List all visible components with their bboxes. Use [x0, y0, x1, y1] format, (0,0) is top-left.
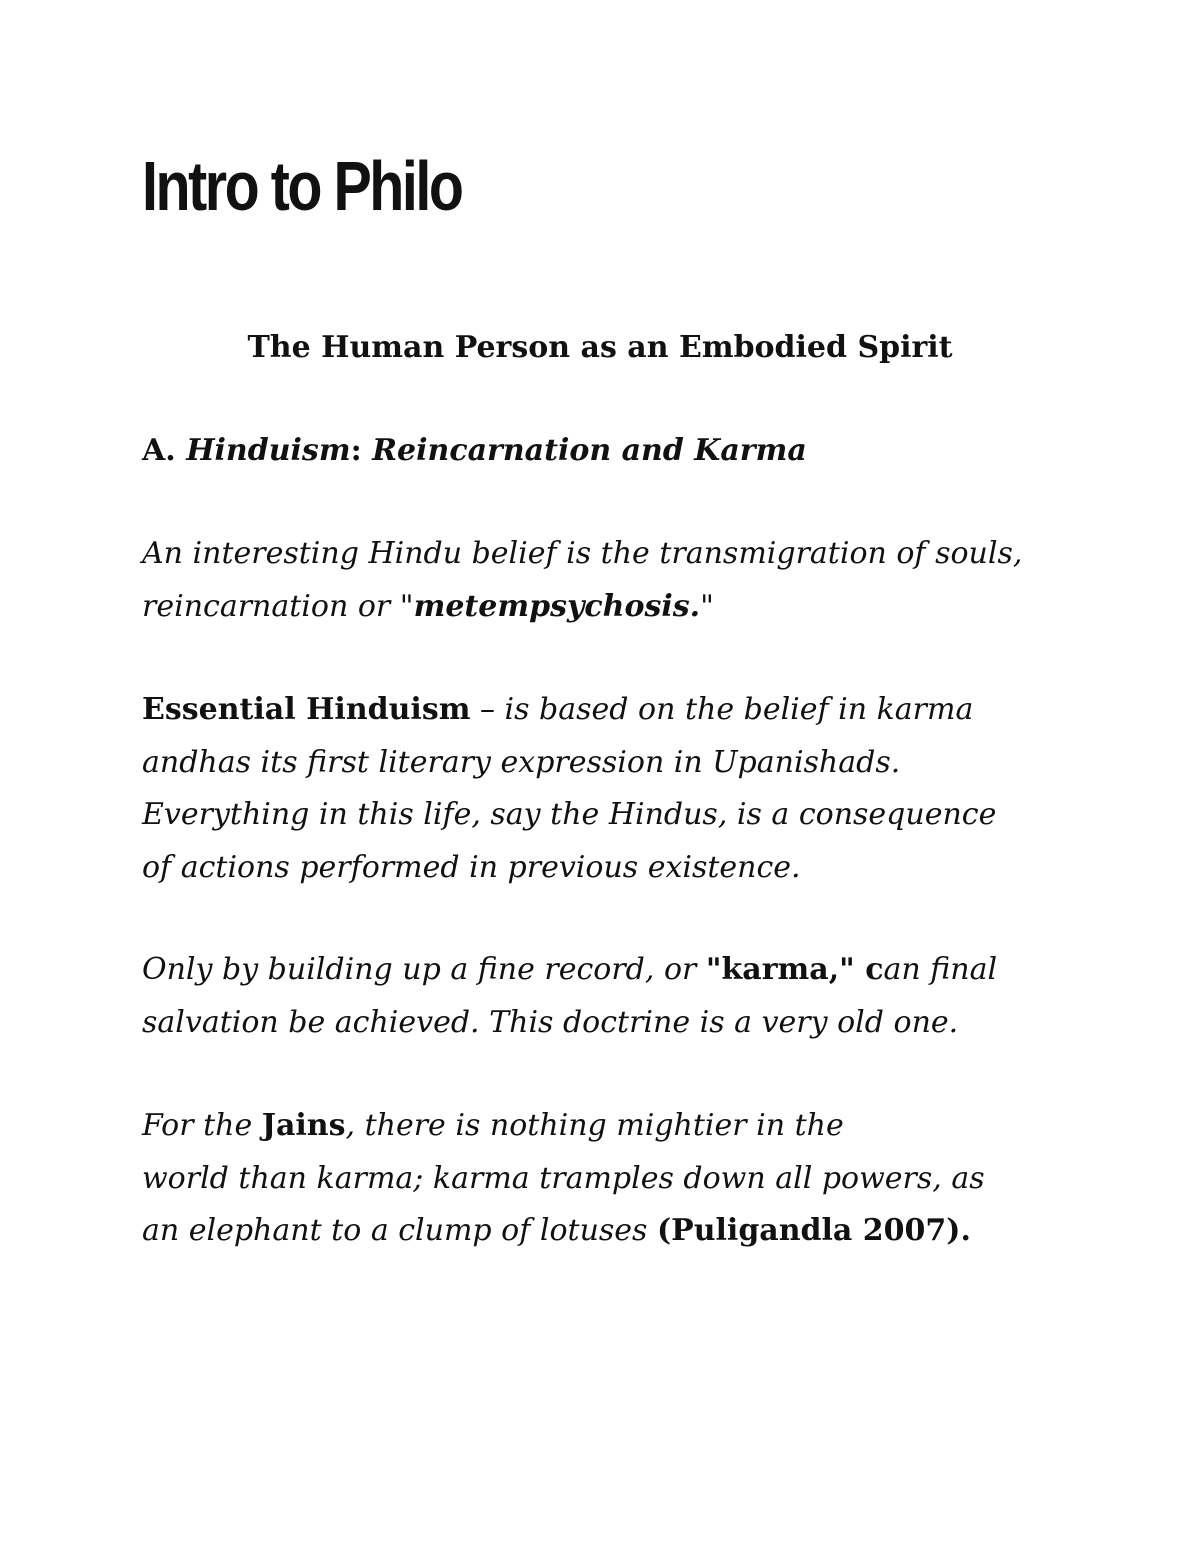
- paragraph-karma-record: [142, 944, 1082, 1049]
- term-essential-hinduism: Essential Hinduism: [142, 692, 471, 727]
- paragraph-jains: [142, 1100, 1082, 1258]
- term-jains: Jains: [261, 1108, 346, 1143]
- paragraph-line: Everything in this life, say the Hindus, is a consequence: [142, 797, 997, 832]
- paragraph-transmigration: [142, 528, 1082, 633]
- section-heading-topic: Hinduism: [186, 433, 351, 468]
- paragraph-line: [142, 1205, 1082, 1258]
- paragraph-line: [142, 944, 1082, 997]
- paragraph-text: , there is nothing mightier in the: [345, 1108, 844, 1143]
- paragraph-text: reincarnation or: [142, 588, 400, 624]
- term-karma: "karma," c: [705, 952, 884, 987]
- paragraph-line: [142, 684, 1082, 737]
- paragraph-text: Only by building up a fine record, or: [142, 952, 706, 987]
- paragraph-line: world than karma; karma tramples down all powers, as: [142, 1160, 985, 1196]
- quote-mark: ": [399, 588, 414, 624]
- document-title: Intro to Philo: [142, 147, 462, 225]
- quote-mark: ": [700, 588, 714, 624]
- section-heading: [142, 425, 807, 477]
- citation: (Puligandla 2007).: [656, 1213, 971, 1248]
- paragraph-line: of actions performed in previous existence.: [142, 849, 801, 885]
- section-heading-prefix: A.: [142, 433, 176, 468]
- paragraph-line: salvation be achieved. This doctrine is a very old one.: [142, 1004, 959, 1040]
- paragraph-line: andhas its first literary expression in Upanishads.: [142, 744, 901, 780]
- term-metempsychosis: metempsychosis.: [413, 588, 701, 624]
- paragraph-text: an final: [883, 952, 998, 987]
- paragraph-essential-hinduism: [142, 684, 1082, 894]
- paragraph-text: For the: [142, 1108, 262, 1143]
- paragraph-text: – is based on the belief in karma: [470, 692, 974, 727]
- section-heading-colon: :: [350, 433, 362, 468]
- paragraph-line: [142, 1100, 1082, 1153]
- section-heading-rest: Reincarnation and Karma: [372, 433, 807, 468]
- document-subtitle: The Human Person as an Embodied Spirit: [247, 330, 953, 365]
- paragraph-line: An interesting Hindu belief is the transmigration of souls,: [142, 536, 1023, 571]
- paragraph-line: [142, 581, 1082, 634]
- paragraph-text: an elephant to a clump of lotuses: [142, 1213, 657, 1248]
